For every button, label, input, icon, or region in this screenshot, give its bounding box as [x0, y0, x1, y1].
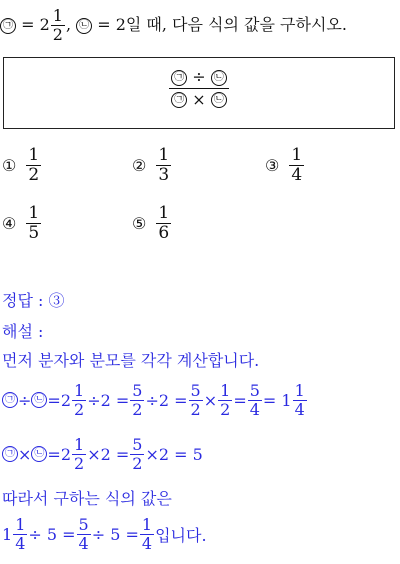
explanation-step-3: ㉠ × ㉡ =2 $\frac{1}{2}$ ×2 = $\frac{5}{2}$ ×2 = 5 [2, 432, 203, 476]
option-3[interactable]: ③ $\frac{1}{4}$ [265, 145, 303, 185]
explanation-step-4: 따라서 구하는 식의 값은 [2, 489, 172, 508]
symbol-nieun: ㉡ [76, 18, 92, 34]
option-1[interactable]: ① $\frac{1}{2}$ [2, 145, 40, 185]
expression-numerator: ㉠ ÷ ㉡ [169, 66, 229, 89]
answer-line: 정답 : ③ [2, 291, 65, 310]
explanation-step-5: 1 $\frac{1}{4}$ ÷ 5 = $\frac{5}{4}$ ÷ 5 = $\frac{1}{4}$ 입니다. [2, 514, 207, 553]
fraction: $\frac{1}{2}$ [52, 6, 63, 44]
explanation-label: 해설 : [2, 322, 44, 341]
option-4[interactable]: ④ $\frac{1}{5}$ [2, 203, 40, 243]
explanation-step-1: 먼저 분자와 분모를 각각 계산합니다. [2, 351, 260, 370]
expression-denominator: ㉠ × ㉡ [169, 89, 229, 111]
explanation-step-2: ㉠ ÷ ㉡ =2 $\frac{1}{2}$ ÷2 = $\frac{5}{2}$ ÷2 = $\frac{5}{2}$ × $\frac{1}{2}$ = $\frac{5}{4}$ = 1 $\frac{1}{4}$ [2, 378, 308, 422]
expression-box [3, 57, 395, 129]
question-text: ㉠ = 2 $\frac{1}{2}$ , ㉡ = 2일 때, 다음 식의 값을 구하시오. [0, 6, 400, 44]
expression-fraction [169, 66, 229, 110]
symbol-giyeok: ㉠ [0, 18, 16, 34]
option-2[interactable]: ② $\frac{1}{3}$ [132, 145, 170, 185]
option-5[interactable]: ⑤ $\frac{1}{6}$ [132, 203, 170, 243]
